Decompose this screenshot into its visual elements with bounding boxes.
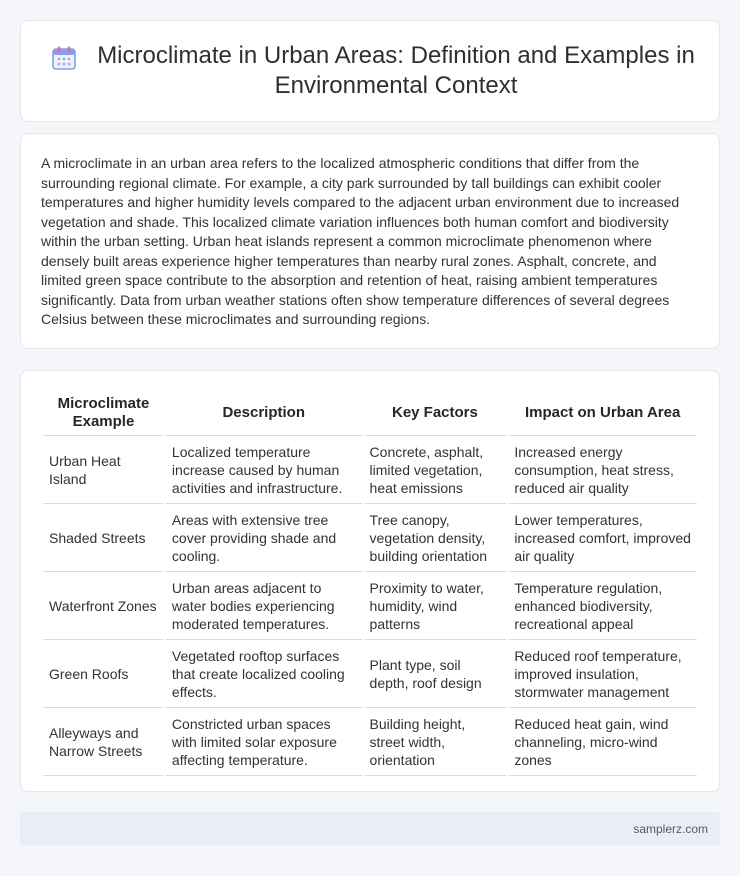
cell-description: Urban areas adjacent to water bodies experiencing moderated temperatures. (165, 572, 363, 640)
table-row (43, 640, 697, 708)
header-description: Description (165, 391, 363, 436)
cell-key-factors: Tree canopy, vegetation density, building orientation (363, 504, 508, 572)
cell-example: Green Roofs (43, 640, 165, 708)
cell-key-factors: Building height, street width, orientation (363, 708, 508, 776)
footer-site-link[interactable]: samplerz.com (633, 822, 708, 836)
microclimate-table (43, 391, 697, 776)
footer (20, 812, 720, 846)
cell-impact: Reduced heat gain, wind channeling, micro-wind zones (507, 708, 697, 776)
intro-paragraph: A microclimate in an urban area refers to the localized atmospheric conditions that differ from the surrounding regional climate. For example, a city park surrounded by tall buildings can exhibit cooler temperatures and higher humidity levels compared to the adjacent urban environment due to increased vegetation and shade. This localized climate variation influences both human comfort and biodiversity within the urban setting. Urban heat islands represent a common microclimate phenomenon where densely built areas experience higher temperatures than nearby rural zones. Asphalt, concrete, and limited green space contribute to the absorption and retention of heat, raising ambient temperatures significantly. Data from urban weather stations often show temperature differences of several degrees Celsius between these microclimates and surrounding regions. (41, 155, 680, 327)
table-header-row (43, 391, 697, 436)
cell-key-factors: Plant type, soil depth, roof design (363, 640, 508, 708)
table-row (43, 436, 697, 504)
header-key-factors: Key Factors (363, 391, 508, 436)
cell-description: Constricted urban spaces with limited solar exposure affecting temperature. (165, 708, 363, 776)
cell-impact: Lower temperatures, increased comfort, improved air quality (507, 504, 697, 572)
title-card (20, 20, 720, 122)
cell-key-factors: Proximity to water, humidity, wind patterns (363, 572, 508, 640)
table-row (43, 572, 697, 640)
cell-impact: Temperature regulation, enhanced biodiversity, recreational appeal (507, 572, 697, 640)
intro-card (20, 133, 720, 349)
calendar-icon (51, 45, 77, 71)
table-card (20, 370, 720, 792)
cell-impact: Reduced roof temperature, improved insulation, stormwater management (507, 640, 697, 708)
cell-description: Vegetated rooftop surfaces that create localized cooling effects. (165, 640, 363, 708)
header-microclimate-example: Microclimate Example (43, 391, 165, 436)
cell-example: Urban Heat Island (43, 436, 165, 504)
cell-example: Shaded Streets (43, 504, 165, 572)
table-row (43, 708, 697, 776)
title-wrap (45, 41, 695, 101)
header-impact: Impact on Urban Area (507, 391, 697, 436)
cell-description: Localized temperature increase caused by human activities and infrastructure. (165, 436, 363, 504)
page-title: Microclimate in Urban Areas: Definition and Examples in Environmental Context (97, 42, 695, 99)
cell-impact: Increased energy consumption, heat stress, reduced air quality (507, 436, 697, 504)
table-row (43, 504, 697, 572)
cell-key-factors: Concrete, asphalt, limited vegetation, heat emissions (363, 436, 508, 504)
cell-example: Waterfront Zones (43, 572, 165, 640)
cell-example: Alleyways and Narrow Streets (43, 708, 165, 776)
cell-description: Areas with extensive tree cover providing shade and cooling. (165, 504, 363, 572)
